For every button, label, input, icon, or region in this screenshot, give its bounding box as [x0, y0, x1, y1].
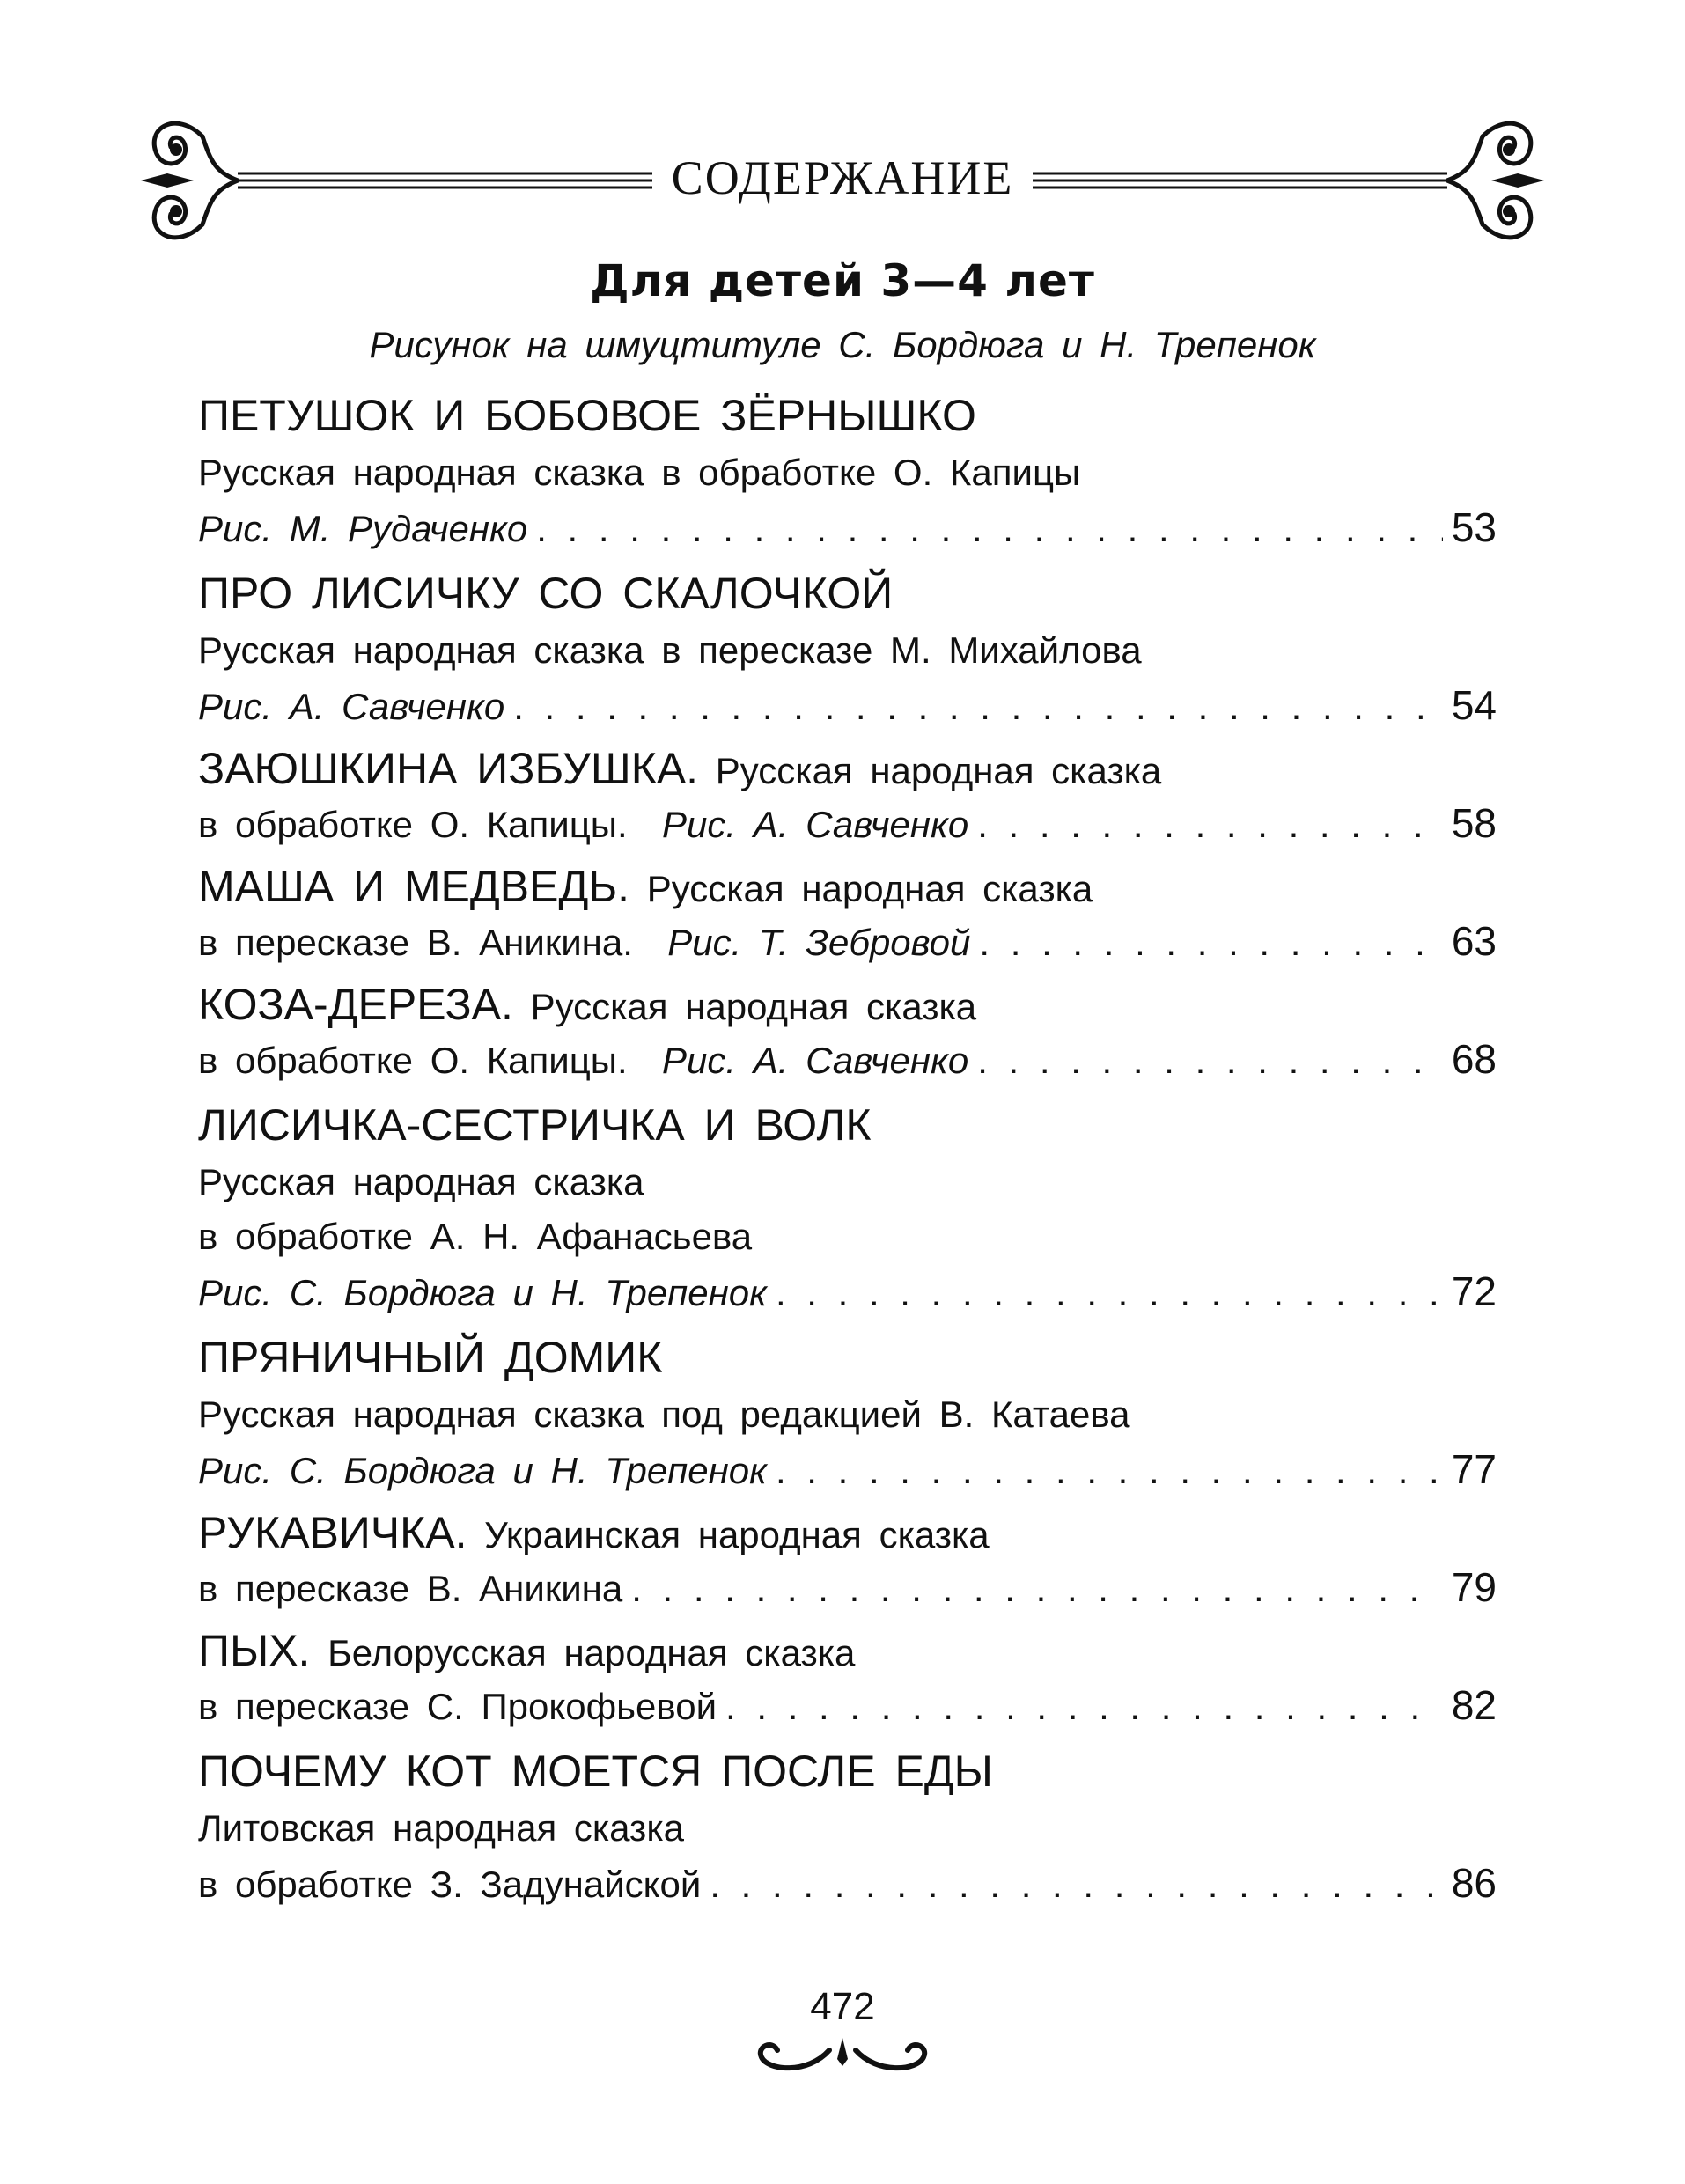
entry-description: в пересказе В. Аникина	[198, 1568, 623, 1609]
entry-title: МАША И МЕДВЕДЬ.	[198, 862, 630, 911]
entry-page-number: 77	[1451, 1446, 1497, 1492]
entry-page-number: 79	[1451, 1564, 1497, 1610]
entry-page-line	[198, 1264, 1497, 1319]
entry-title: ПРО ЛИСИЧКУ СО СКАЛОЧКОЙ	[198, 569, 894, 618]
entry-description: в пересказе С. Прокофьевой	[198, 1686, 717, 1727]
toc-entry[interactable]	[198, 1741, 1497, 1910]
entry-page-number: 54	[1451, 682, 1497, 728]
dot-leader	[776, 1444, 1443, 1498]
toc-entry[interactable]	[198, 1505, 1497, 1614]
entry-title: ПЫХ.	[198, 1626, 311, 1675]
toc-entry[interactable]	[198, 1095, 1497, 1319]
entry-description: Русская народная сказка	[646, 868, 1093, 909]
contents-header	[141, 101, 1544, 251]
entry-page-number: 86	[1451, 1860, 1497, 1906]
entry-page-number: 58	[1451, 800, 1497, 846]
entry-title: ПРЯНИЧНЫЙ ДОМИК	[198, 1333, 663, 1382]
entry-illustrator: Рис. Т. Зебровой	[667, 922, 971, 963]
entry-page-line	[198, 1678, 1497, 1732]
page-footer	[0, 1985, 1685, 2084]
entry-page-number: 63	[1451, 918, 1497, 964]
dot-leader	[979, 916, 1442, 970]
dot-leader	[977, 798, 1443, 852]
toc-entry[interactable]	[198, 977, 1497, 1086]
entry-illustrator: Рис. С. Бордюга и Н. Трепенок	[198, 1272, 767, 1313]
toc-entry[interactable]	[198, 859, 1497, 968]
page-title: СОДЕРЖАНИЕ	[652, 151, 1034, 204]
dot-leader	[977, 1033, 1443, 1088]
toc-entry[interactable]	[198, 1327, 1497, 1496]
toc-entry[interactable]	[198, 1623, 1497, 1732]
entry-page-number: 53	[1451, 504, 1497, 550]
entry-title: ЗАЮШКИНА ИЗБУШКА.	[198, 744, 699, 793]
entry-description: Русская народная сказка	[198, 1161, 644, 1202]
entry-title: ЛИСИЧКА-СЕСТРИЧКА И ВОЛК	[198, 1100, 872, 1150]
entry-page-line	[198, 1560, 1497, 1614]
entry-page-line	[198, 914, 1497, 968]
dot-leader	[710, 1857, 1442, 1912]
entry-title: РУКАВИЧКА.	[198, 1508, 467, 1557]
entry-description: Русская народная сказка под редакцией В. Катаева	[198, 1393, 1130, 1435]
section-title: Для детей 3—4 лет	[590, 255, 1095, 306]
dot-leader	[725, 1680, 1443, 1734]
entry-illustrator: Рис. С. Бордюга и Н. Трепенок	[198, 1450, 767, 1491]
entry-description: в обработке О. Капицы.	[198, 1040, 628, 1081]
entry-page-line	[198, 500, 1497, 555]
entry-page-line	[198, 796, 1497, 850]
page-number: 472	[810, 1985, 875, 2028]
dot-leader	[513, 680, 1443, 734]
entry-illustrator: Рис. А. Савченко	[662, 804, 969, 845]
section-subtitle: Рисунок на шмуцтитуле С. Бордюга и Н. Трепенок	[369, 324, 1316, 365]
entry-description: в обработке О. Капицы.	[198, 804, 628, 845]
entry-page-number: 72	[1451, 1268, 1497, 1314]
entry-page-line	[198, 1442, 1497, 1496]
entry-page-number: 82	[1451, 1682, 1497, 1728]
toc-entry[interactable]	[198, 563, 1497, 732]
entry-description: Русская народная сказка	[715, 750, 1162, 791]
entry-description: Литовская народная сказка	[198, 1807, 684, 1849]
entry-title: КОЗА-ДЕРЕЗА.	[198, 980, 513, 1029]
entry-illustrator: Рис. А. Савченко	[662, 1040, 969, 1081]
entry-page-line	[198, 1856, 1497, 1910]
entry-description: Белорусская народная сказка	[327, 1632, 856, 1673]
entry-description: в обработке З. Задунайской	[198, 1864, 702, 1905]
toc-entry[interactable]	[198, 741, 1497, 850]
dot-leader	[536, 502, 1443, 556]
entry-title: ПОЧЕМУ КОТ МОЕТСЯ ПОСЛЕ ЕДЫ	[198, 1746, 993, 1796]
entry-page-number: 68	[1451, 1036, 1497, 1082]
entry-description: Русская народная сказка в пересказе М. Михайлова	[198, 629, 1142, 671]
entry-description: Русская народная сказка в обработке О. Капицы	[198, 452, 1081, 493]
entry-description: в обработке А. Н. Афанасьева	[198, 1216, 753, 1257]
table-of-contents	[198, 386, 1497, 1919]
entry-page-line	[198, 1032, 1497, 1086]
entry-page-line	[198, 678, 1497, 732]
entry-title: ПЕТУШОК И БОБОВОЕ ЗЁРНЫШКО	[198, 391, 976, 440]
entry-illustrator: Рис. А. Савченко	[198, 686, 505, 727]
footer-ornament-icon	[746, 2031, 939, 2084]
entry-description: Русская народная сказка	[530, 986, 977, 1027]
entry-description: в пересказе В. Аникина.	[198, 922, 633, 963]
entry-description: Украинская народная сказка	[484, 1514, 990, 1555]
dot-leader	[776, 1266, 1443, 1320]
toc-entry[interactable]	[198, 386, 1497, 555]
entry-illustrator: Рис. М. Рудаченко	[198, 508, 528, 549]
dot-leader	[631, 1562, 1443, 1616]
